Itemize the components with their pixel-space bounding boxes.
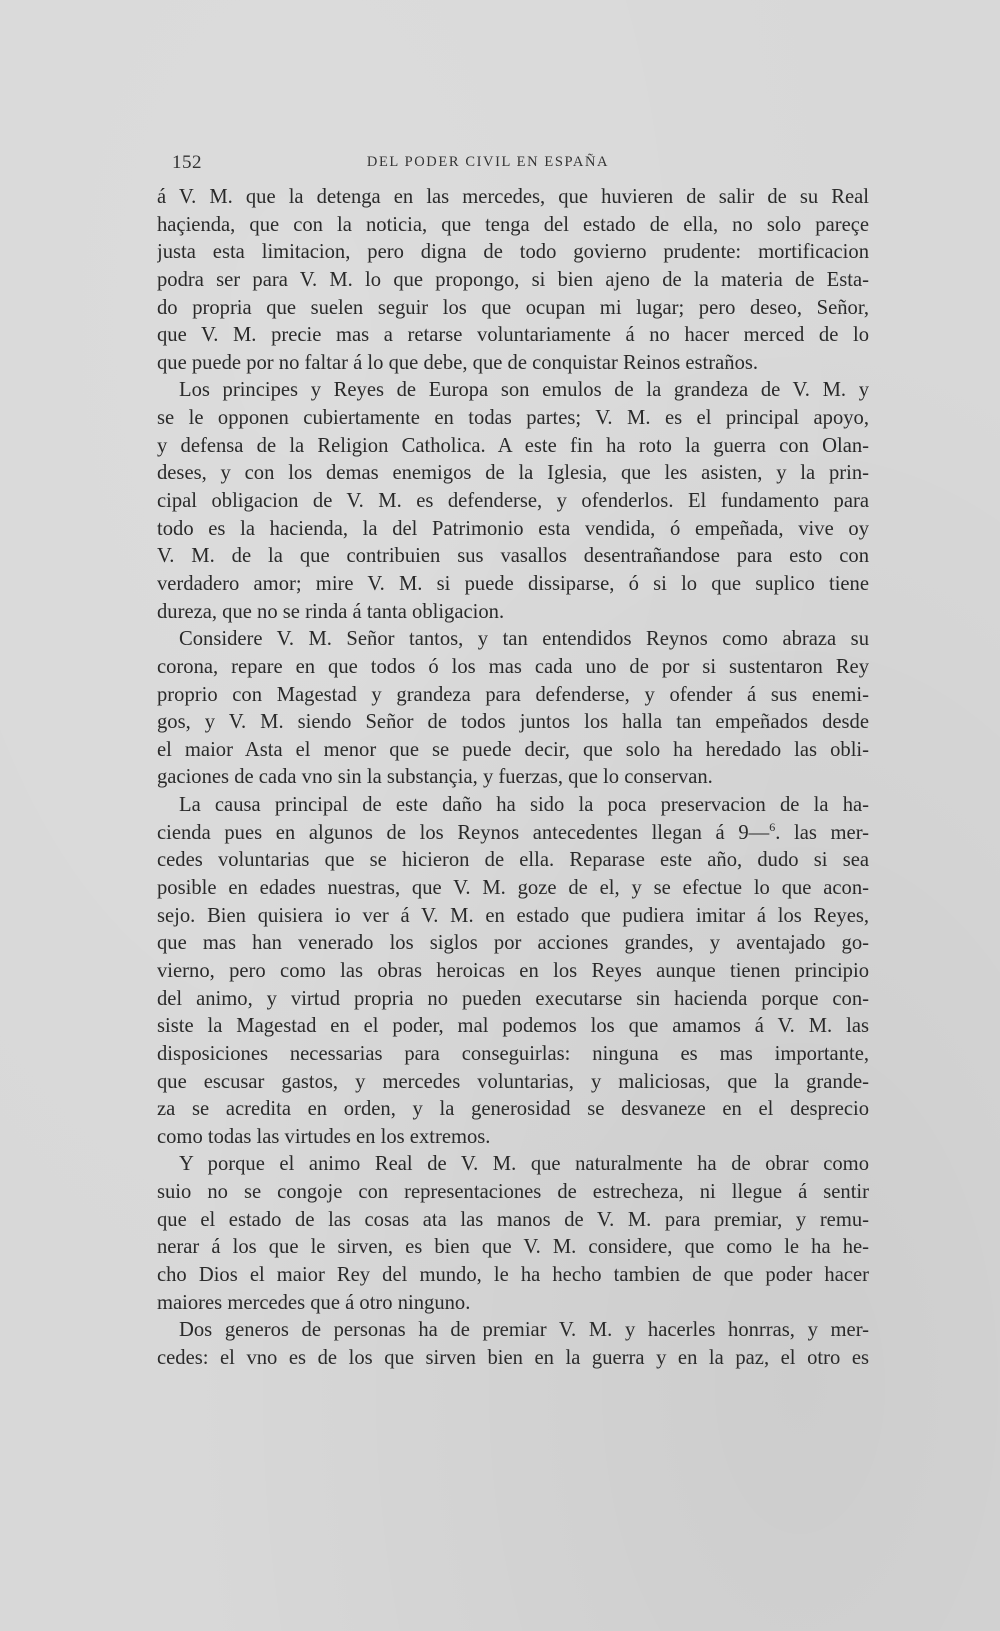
- text-line: [157, 1345, 869, 1373]
- text-line-content: cipal obligacion de V. M. es defenderse, y ofenderlos. El fundamento para: [157, 490, 869, 513]
- text-line-content: que escusar gastos, y mercedes voluntarias, y maliciosas, que la grande-: [157, 1070, 869, 1093]
- text-line-content: que puede por no faltar á lo que debe, que de conquistar Reinos estraños.: [157, 351, 759, 374]
- superscript: 6: [769, 819, 776, 834]
- text-line-content: deses, y con los demas enemigos de la Iglesia, que les asisten, y la prin-: [157, 462, 869, 485]
- text-line: [157, 1013, 869, 1041]
- text-line-content: siste la Magestad en el poder, mal podemos los que amamos á V. M. las: [157, 1015, 869, 1038]
- text-line: [157, 626, 869, 654]
- text-line: [157, 1207, 869, 1235]
- text-line-content: todo es la hacienda, la del Patrimonio esta vendida, ó empeñada, vive oy: [157, 517, 869, 540]
- text-line: [157, 764, 869, 792]
- text-line-content: gaciones de cada vno sin la substançia, y fuerzas, que lo conservan.: [157, 766, 713, 789]
- text-line: [157, 184, 869, 212]
- text-line: [157, 903, 869, 931]
- text-line-content: cienda pues en algunos de los Reynos antecedentes llegan á 9—: [157, 821, 770, 844]
- text-line-content: nerar á los que le sirven, es bien que V. M. considere, que como le ha he-: [157, 1236, 869, 1259]
- text-line-content: cho Dios el maior Rey del mundo, le ha hecho tambien de que poder hacer: [157, 1263, 869, 1286]
- text-line-content: La causa principal de este daño ha sido la poca preservacion de la ha-: [179, 794, 869, 817]
- text-line: [157, 212, 869, 240]
- text-line-content: Considere V. M. Señor tantos, y tan entendidos Reynos como abraza su: [179, 628, 869, 651]
- text-line-content: posible en edades nuestras, que V. M. goze de el, y se efectue lo que acon-: [157, 877, 869, 900]
- text-line: [157, 405, 869, 433]
- text-line: [157, 1234, 869, 1262]
- text-line-content: do propria que suelen seguir los que ocupan mi lugar; pero deseo, Señor,: [157, 296, 869, 319]
- text-line-content: Los principes y Reyes de Europa son emulos de la grandeza de V. M. y: [179, 379, 869, 402]
- text-line-content: proprio con Magestad y grandeza para defenderse, y ofender á sus enemi-: [157, 683, 869, 706]
- text-line: [157, 847, 869, 875]
- text-line-content: y defensa de la Religion Catholica. A este fin ha roto la guerra con Olan-: [157, 434, 869, 457]
- text-line-content: el maior Asta el menor que se puede decir, que solo ha heredado las obli-: [157, 738, 869, 761]
- text-line-content: á V. M. que la detenga en las mercedes, que huvieren de salir de su Real: [157, 186, 869, 208]
- text-line-content: Dos generos de personas ha de premiar V. M. y hacerles honrras, y mer-: [179, 1319, 869, 1342]
- text-line: [157, 433, 869, 461]
- text-line-content: sejo. Bien quisiera io ver á V. M. en estado que pudiera imitar á los Reyes,: [157, 904, 869, 927]
- text-line: [157, 460, 869, 488]
- text-line-content: podra ser para V. M. lo que propongo, si bien ajeno de la materia de Esta-: [157, 268, 869, 291]
- text-line-content: cedes: el vno es de los que sirven bien en la guerra y en la paz, el otro es: [157, 1346, 869, 1369]
- text-line: [157, 986, 869, 1014]
- text-line-content: dureza, que no se rinda á tanta obligacion.: [157, 600, 505, 623]
- text-line-content: maiores mercedes que á otro ninguno.: [157, 1291, 471, 1314]
- text-line-content: Y porque el animo Real de V. M. que naturalmente ha de obrar como: [179, 1153, 869, 1176]
- text-line-content: se le opponen cubiertamente en todas partes; V. M. es el principal apoyo,: [157, 407, 869, 430]
- text-line-content: como todas las virtudes en los extremos.: [157, 1125, 491, 1148]
- text-line: [157, 737, 869, 765]
- text-line: [157, 322, 869, 350]
- text-line-content: que el estado de las cosas ata las manos de V. M. para premiar, y remu-: [157, 1208, 869, 1231]
- page-number: 152: [172, 152, 202, 173]
- text-line: [157, 875, 869, 903]
- text-line-content: que V. M. precie mas a retarse voluntariamente á no hacer merced de lo: [157, 324, 869, 347]
- text-line-content: que mas han venerado los siglos por acciones grandes, y aventajado go-: [157, 932, 869, 955]
- text-line: [157, 239, 869, 267]
- text-line: [157, 1124, 869, 1152]
- text-line: [157, 709, 869, 737]
- text-line-content: gos, y V. M. siendo Señor de todos juntos los halla tan empeñados desde: [157, 711, 869, 734]
- text-line: [157, 1179, 869, 1207]
- text-line: [157, 350, 869, 378]
- text-line: [157, 1317, 869, 1345]
- text-line: [157, 1262, 869, 1290]
- text-line: [157, 377, 869, 405]
- text-line-content: V. M. de la que contribuien sus vasallos desentrañandose para esto con: [157, 545, 869, 568]
- page-header: [160, 152, 816, 176]
- text-line-content: verdadero amor; mire V. M. si puede dissiparse, ó si lo que suplico tiene: [157, 572, 869, 595]
- text-line: [157, 792, 869, 820]
- text-line: [157, 488, 869, 516]
- text-line: [157, 543, 869, 571]
- text-line: [157, 820, 869, 848]
- text-line-tail: . las mer-: [775, 821, 869, 844]
- text-line-content: suio no se congoje con representaciones de estrecheza, ni llegue á sentir: [157, 1181, 869, 1204]
- text-line: [157, 295, 869, 323]
- text-line: [157, 1151, 869, 1179]
- text-line: [157, 654, 869, 682]
- text-line: [157, 1290, 869, 1318]
- text-line-content: del animo, y virtud propria no pueden executarse sin hacienda porque con-: [157, 987, 869, 1010]
- body-text: [157, 184, 869, 1373]
- text-line: [157, 682, 869, 710]
- text-line: [157, 1096, 869, 1124]
- text-line-content: haçienda, que con la noticia, que tenga del estado de ella, no solo pareçe: [157, 213, 869, 236]
- text-line-content: vierno, pero como las obras heroicas en los Reyes aunque tienen principio: [157, 959, 869, 982]
- text-line: [157, 571, 869, 599]
- text-line-content: za se acredita en orden, y la generosidad se desvaneze en el desprecio: [157, 1098, 869, 1121]
- text-line: [157, 267, 869, 295]
- text-line: [157, 958, 869, 986]
- text-line-content: justa esta limitacion, pero digna de todo govierno prudente: mortificacion: [157, 241, 869, 264]
- text-line: [157, 1041, 869, 1069]
- text-line: [157, 930, 869, 958]
- text-line: [157, 516, 869, 544]
- text-line: [157, 599, 869, 627]
- text-line-content: cedes voluntarias que se hicieron de ella. Reparase este año, dudo si sea: [157, 849, 869, 872]
- text-line-content: corona, repare en que todos ó los mas cada uno de por si sustentaron Rey: [157, 655, 869, 678]
- text-line: [157, 1069, 869, 1097]
- running-title: DEL PODER CIVIL EN ESPAÑA: [366, 154, 610, 170]
- text-line-content: disposiciones necessarias para conseguirlas: ninguna es mas importante,: [157, 1042, 869, 1065]
